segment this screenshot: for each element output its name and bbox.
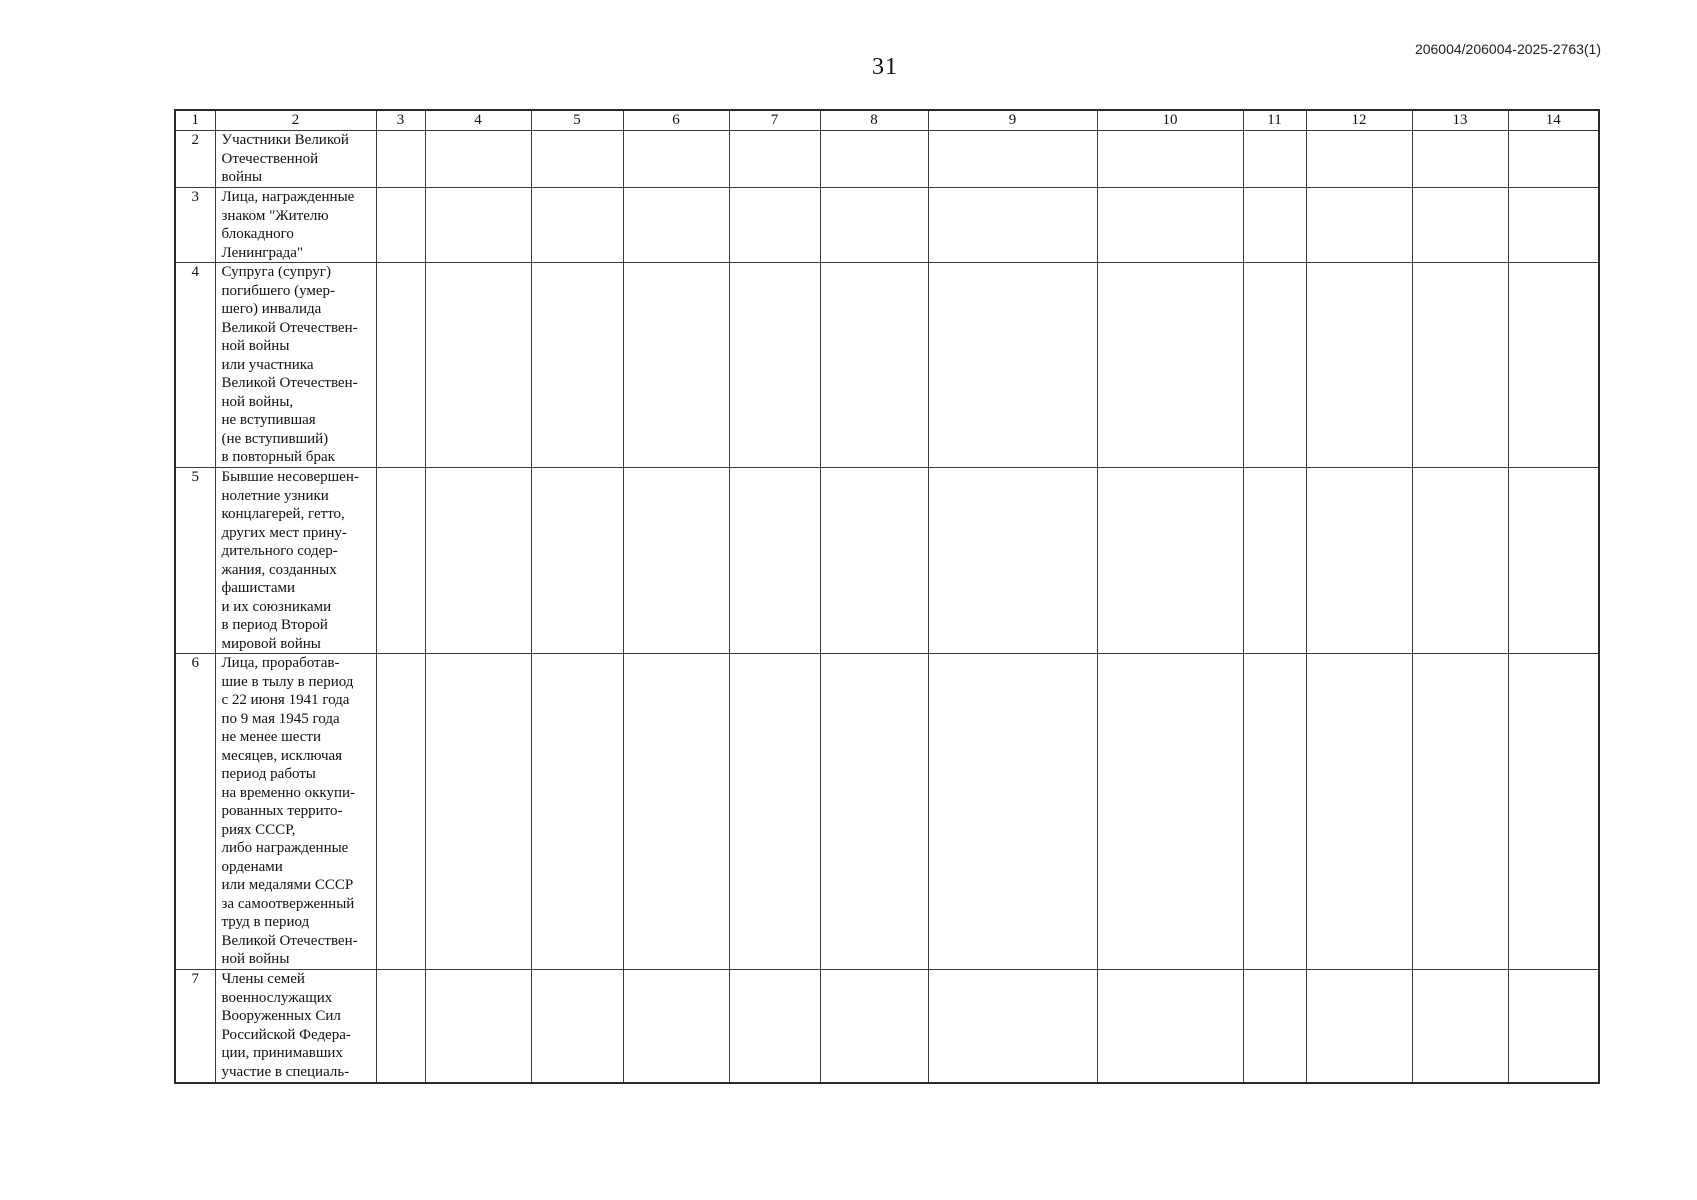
table-row [175, 188, 1599, 263]
table-cell [1306, 468, 1412, 654]
table-cell [1306, 654, 1412, 970]
table-cell [1306, 188, 1412, 263]
table-cell [729, 131, 820, 188]
row-number: 2 [175, 131, 215, 188]
table-cell [1097, 131, 1243, 188]
column-header: 10 [1097, 110, 1243, 131]
table-cell [623, 970, 729, 1083]
table-cell [623, 263, 729, 468]
column-header: 9 [928, 110, 1097, 131]
column-header: 11 [1243, 110, 1306, 131]
benefits-table-container [174, 109, 1600, 1084]
table-cell [928, 188, 1097, 263]
table-cell [623, 188, 729, 263]
table-cell [425, 263, 531, 468]
row-number: 5 [175, 468, 215, 654]
table-cell [1508, 468, 1599, 654]
table-cell [531, 970, 623, 1083]
table-cell [623, 654, 729, 970]
table-cell [376, 970, 425, 1083]
table-cell [1508, 654, 1599, 970]
column-header: 8 [820, 110, 928, 131]
row-category-label: Члены семей военнослужащих Вооруженных Сил Российской Федера- ции, принимавших участие в специаль- [215, 970, 376, 1083]
table-cell [376, 468, 425, 654]
row-category-label: Бывшие несовершен- нолетние узники концлагерей, гетто, других мест прину- дительного содер- жания, созданных фашистами и их союзниками в период Второй мировой войны [215, 468, 376, 654]
table-cell [1508, 131, 1599, 188]
column-header: 13 [1412, 110, 1508, 131]
table-cell [1412, 468, 1508, 654]
table-cell [1243, 188, 1306, 263]
table-cell [1097, 468, 1243, 654]
benefits-table [174, 109, 1600, 1084]
table-cell [425, 654, 531, 970]
table-row [175, 468, 1599, 654]
table-cell [1306, 131, 1412, 188]
row-number: 7 [175, 970, 215, 1083]
column-header: 3 [376, 110, 425, 131]
table-cell [1412, 970, 1508, 1083]
header-row [175, 110, 1599, 131]
table-cell [1306, 970, 1412, 1083]
table-cell [531, 188, 623, 263]
table-cell [1306, 263, 1412, 468]
column-header: 5 [531, 110, 623, 131]
table-cell [1243, 131, 1306, 188]
table-cell [1243, 654, 1306, 970]
table-cell [425, 468, 531, 654]
row-category-label: Лица, проработав- шие в тылу в период с 22 июня 1941 года по 9 мая 1945 года не менее шести месяцев, исключая период работы на временно оккупи- рованных террито- риях СССР, либо награжденные орденами или медалями СССР за самоотверженный труд в период Великой Отечествен- ной войны [215, 654, 376, 970]
table-cell [531, 263, 623, 468]
row-category-label: Супруга (супруг) погибшего (умер- шего) инвалида Великой Отечествен- ной войны или участника Великой Отечествен- ной войны, не вступившая (не вступивший) в повторный брак [215, 263, 376, 468]
table-cell [928, 654, 1097, 970]
table-cell [820, 468, 928, 654]
table-cell [376, 188, 425, 263]
row-number: 3 [175, 188, 215, 263]
table-cell [1508, 970, 1599, 1083]
table-cell [425, 970, 531, 1083]
table-cell [820, 131, 928, 188]
column-header: 12 [1306, 110, 1412, 131]
table-cell [1412, 188, 1508, 263]
table-cell [376, 263, 425, 468]
document-id: 206004/206004-2025-2763(1) [1414, 41, 1601, 57]
row-category-label: Лица, награжденные знаком "Жителю блокадного Ленинграда" [215, 188, 376, 263]
table-cell [623, 131, 729, 188]
column-header: 6 [623, 110, 729, 131]
table-cell [425, 188, 531, 263]
table-cell [729, 188, 820, 263]
table-cell [1243, 468, 1306, 654]
table-cell [1243, 970, 1306, 1083]
table-cell [425, 131, 531, 188]
table-cell [928, 468, 1097, 654]
table-cell [531, 654, 623, 970]
table-cell [531, 131, 623, 188]
table-cell [1508, 263, 1599, 468]
row-number: 4 [175, 263, 215, 468]
page-number: 31 [872, 54, 898, 80]
table-cell [820, 970, 928, 1083]
table-cell [729, 263, 820, 468]
column-header: 2 [215, 110, 376, 131]
table-row [175, 654, 1599, 970]
table-cell [928, 131, 1097, 188]
table-cell [531, 468, 623, 654]
table-cell [820, 263, 928, 468]
table-row [175, 131, 1599, 188]
table-row [175, 970, 1599, 1083]
table-cell [623, 468, 729, 654]
table-cell [1412, 131, 1508, 188]
table-cell [1412, 263, 1508, 468]
row-category-label: Участники Великой Отечественной войны [215, 131, 376, 188]
table-cell [1412, 654, 1508, 970]
column-header: 1 [175, 110, 215, 131]
row-number: 6 [175, 654, 215, 970]
table-cell [1097, 654, 1243, 970]
table-cell [729, 468, 820, 654]
table-cell [1097, 263, 1243, 468]
table-cell [729, 654, 820, 970]
table-cell [376, 654, 425, 970]
table-cell [729, 970, 820, 1083]
table-cell [1508, 188, 1599, 263]
table-cell [820, 654, 928, 970]
table-cell [928, 263, 1097, 468]
table-cell [1097, 188, 1243, 263]
table-row [175, 263, 1599, 468]
column-header: 7 [729, 110, 820, 131]
column-header: 4 [425, 110, 531, 131]
table-cell [1243, 263, 1306, 468]
table-cell [820, 188, 928, 263]
table-cell [928, 970, 1097, 1083]
table-cell [1097, 970, 1243, 1083]
column-header: 14 [1508, 110, 1599, 131]
table-cell [376, 131, 425, 188]
